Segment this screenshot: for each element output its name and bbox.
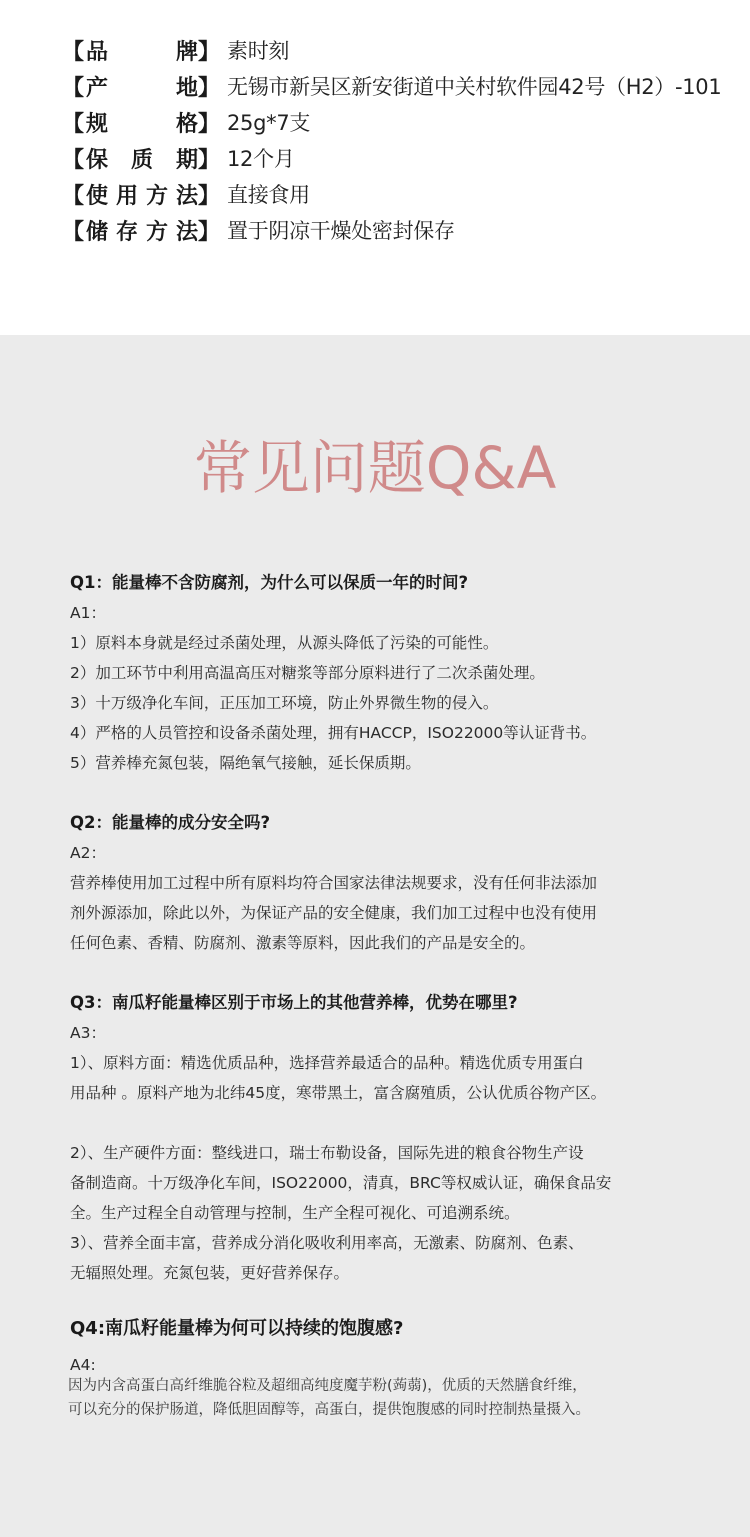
- bracket-right: 】: [198, 111, 221, 137]
- faq-answer-line: 2）加工环节中利用高温高压对糖浆等部分原料进行了二次杀菌处理。: [70, 664, 545, 682]
- label-char: 格: [175, 111, 198, 137]
- label-char: 法: [175, 183, 198, 209]
- faq-question-2: Q2：能量棒的成分安全吗?: [70, 813, 271, 832]
- label-char: 使: [86, 183, 109, 209]
- bracket-left: 【: [62, 147, 85, 173]
- faq-answer-line: 1）、原料方面：精选优质品种，选择营养最适合的品种。精选优质专用蛋白: [70, 1054, 584, 1072]
- spec-value-size: 25g*7支: [227, 111, 311, 135]
- label-char: 保: [86, 147, 109, 173]
- faq-answer-line: 无辐照处理。充氮包装，更好营养保存。: [70, 1264, 350, 1282]
- spec-row-usage: [62, 176, 310, 212]
- label-char: 存: [115, 219, 138, 245]
- spec-value-brand: 素时刻: [227, 39, 290, 63]
- faq-answer-line: 3）、营养全面丰富，营养成分消化吸收利用率高，无激素、防腐剂、色素、: [70, 1234, 584, 1252]
- faq-answer-line: 用品种 。原料产地为北纬45度，寒带黑土，富含腐殖质，公认优质谷物产区。: [70, 1084, 607, 1102]
- faq-answer-line: 任何色素、香精、防腐剂、激素等原料，因此我们的产品是安全的。: [70, 934, 536, 952]
- label-char: 品: [86, 39, 109, 65]
- spec-value-origin: 无锡市新吴区新安街道中关村软件园42号（H2）-101: [227, 75, 722, 99]
- spec-row-size: [62, 104, 310, 140]
- faq-answer-label-4: A4:: [70, 1356, 96, 1374]
- faq-answer-label-1: A1：: [70, 604, 106, 622]
- spec-label: [62, 107, 227, 138]
- product-spec-section: [0, 0, 750, 335]
- label-char: 产: [86, 75, 109, 101]
- spec-label: [62, 35, 227, 66]
- spec-label: [62, 143, 227, 174]
- faq-answer-line: 2）、生产硬件方面：整线进口，瑞士布勒设备，国际先进的粮食谷物生产设: [70, 1144, 584, 1162]
- spec-value-usage: 直接食用: [227, 183, 310, 207]
- faq-answer-label-2: A2：: [70, 844, 106, 862]
- faq-answer-label-3: A3：: [70, 1024, 106, 1042]
- faq-answer-line: 营养棒使用加工过程中所有原料均符合国家法律法规要求，没有任何非法添加: [70, 874, 598, 892]
- faq-answer-line: 因为内含高蛋白高纤维脆谷粒及超细高纯度魔芋粉(蒟蒻)，优质的天然膳食纤维，: [68, 1378, 587, 1394]
- faq-answer-line: 1）原料本身就是经过杀菌处理，从源头降低了污染的可能性。: [70, 634, 499, 652]
- faq-question-4: Q4:南瓜籽能量棒为何可以持续的饱腹感?: [70, 1318, 404, 1339]
- label-char: 方: [145, 219, 168, 245]
- label-char: 期: [175, 147, 198, 173]
- faq-title: 常见问题Q&A: [193, 434, 557, 502]
- bracket-left: 【: [62, 111, 85, 137]
- faq-question-1: Q1：能量棒不含防腐剂，为什么可以保质一年的时间?: [70, 573, 469, 592]
- label-char: 质: [130, 147, 153, 173]
- bracket-right: 】: [198, 75, 221, 101]
- faq-answer-line: 剂外源添加，除此以外，为保证产品的安全健康，我们加工过程中也没有使用: [70, 904, 598, 922]
- label-char: 地: [175, 75, 198, 101]
- bracket-right: 】: [198, 219, 221, 245]
- faq-answer-line: 可以充分的保护肠道，降低胆固醇等，高蛋白，提供饱腹感的同时控制热量摄入。: [68, 1402, 590, 1418]
- bracket-left: 【: [62, 75, 85, 101]
- label-char: 储: [86, 219, 109, 245]
- bracket-right: 】: [198, 183, 221, 209]
- label-char: 法: [175, 219, 198, 245]
- label-char: 牌: [175, 39, 198, 65]
- bracket-left: 【: [62, 183, 85, 209]
- bracket-left: 【: [62, 39, 85, 65]
- bracket-right: 】: [198, 39, 221, 65]
- spec-label: [62, 179, 227, 210]
- faq-question-3: Q3：南瓜籽能量棒区别于市场上的其他营养棒，优势在哪里?: [70, 993, 518, 1012]
- faq-answer-line: 5）营养棒充氮包装，隔绝氧气接触，延长保质期。: [70, 754, 421, 772]
- bracket-left: 【: [62, 219, 85, 245]
- faq-answer-line: 4）严格的人员管控和设备杀菌处理，拥有HACCP，ISO22000等认证背书。: [70, 724, 597, 742]
- label-char: 规: [86, 111, 109, 137]
- bracket-right: 】: [198, 147, 221, 173]
- spec-row-shelf-life: [62, 140, 295, 176]
- faq-answer-line: 全。生产过程全自动管理与控制，生产全程可视化、可追溯系统。: [70, 1204, 520, 1222]
- faq-answer-line: 3）十万级净化车间，正压加工环境，防止外界微生物的侵入。: [70, 694, 499, 712]
- spec-row-storage: [62, 212, 455, 248]
- label-char: 用: [115, 183, 138, 209]
- spec-value-storage: 置于阴凉干燥处密封保存: [227, 219, 455, 243]
- spec-row-brand: [62, 32, 289, 68]
- spec-label: [62, 215, 227, 246]
- spec-value-shelf-life: 12个月: [227, 147, 295, 171]
- spec-label: [62, 71, 227, 102]
- label-char: 方: [145, 183, 168, 209]
- spec-row-origin: [62, 68, 721, 104]
- faq-answer-line: 备制造商。十万级净化车间，ISO22000，清真，BRC等权威认证，确保食品安: [70, 1174, 612, 1192]
